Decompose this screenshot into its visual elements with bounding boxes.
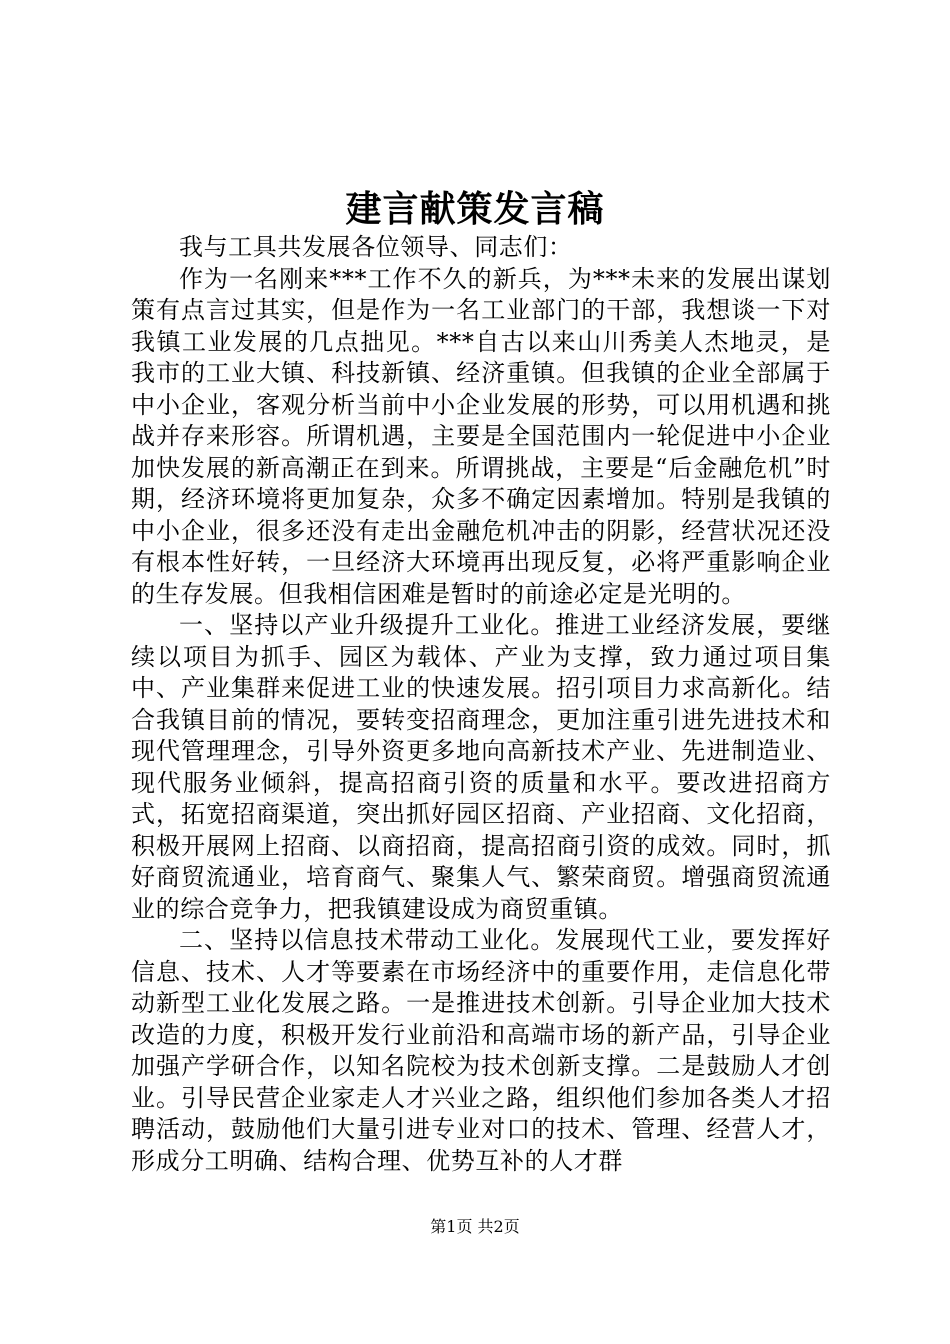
section-one-paragraph: 一、坚持以产业升级提升工业化。推进工业经济发展，要继续以项目为抓手、园区为载体、产业为支撑，致力通过项目集中、产业集群来促进工业的快速发展。招引项目力求高新化。结合我镇目前的情况，要转变招商理念，更加注重引进先进技术和现代管理理念，引导外资更多地向高新技术产业、先进制造业、现代服务业倾斜，提高招商引资的质量和水平。要改进招商方式，拓宽招商渠道，突出抓好园区招商、产业招商、文化招商，积极开展网上招商、以商招商，提高招商引资的成效。同时，抓好商贸流通业，培育商气、聚集人气、繁荣商贸。增强商贸流通业的综合竞争力，把我镇建设成为商贸重镇。 <box>131 611 831 923</box>
document-body <box>131 232 831 1177</box>
section-two-paragraph: 二、坚持以信息技术带动工业化。发展现代工业，要发挥好信息、技术、人才等要素在市场经济中的重要作用，走信息化带动新型工业化发展之路。一是推进技术创新。引导企业加大技术改造的力度，积极开发行业前沿和高端市场的新产品，引导企业加强产学研合作，以知名院校为技术创新支撑。二是鼓励人才创业。引导民营企业家走人才兴业之路，组织他们参加各类人才招聘活动，鼓励他们大量引进专业对口的技术、管理、经营人才，形成分工明确、结构合理、优势互补的人才群 <box>131 926 831 1175</box>
greeting-paragraph: 我与工具共发展各位领导、同志们： <box>179 233 573 261</box>
document-title: 建言献策发言稿 <box>345 188 605 230</box>
intro-paragraph: 作为一名刚来***工作不久的新兵，为***未来的发展出谋划策有点言过其实，但是作为一名工业部门的干部，我想谈一下对我镇工业发展的几点拙见。***自古以来山川秀美人杰地灵，是我市的工业大镇、科技新镇、经济重镇。但我镇的企业全部属于中小企业，客观分析当前中小企业发展的形势，可以用机遇和挑战并存来形容。所谓机遇，主要是全国范围内一轮促进中小企业加快发展的新高潮正在到来。所谓挑战，主要是“后金融危机”时期，经济环境将更加复杂，众多不确定因素增加。特别是我镇的中小企业，很多还没有走出金融危机冲击的阴影，经营状况还没有根本性好转，一旦经济大环境再出现反复，必将严重影响企业的生存发展。但我相信困难是暂时的前途必定是光明的。 <box>131 264 831 608</box>
page-number-footer: 第1页 共2页 <box>430 1217 520 1236</box>
